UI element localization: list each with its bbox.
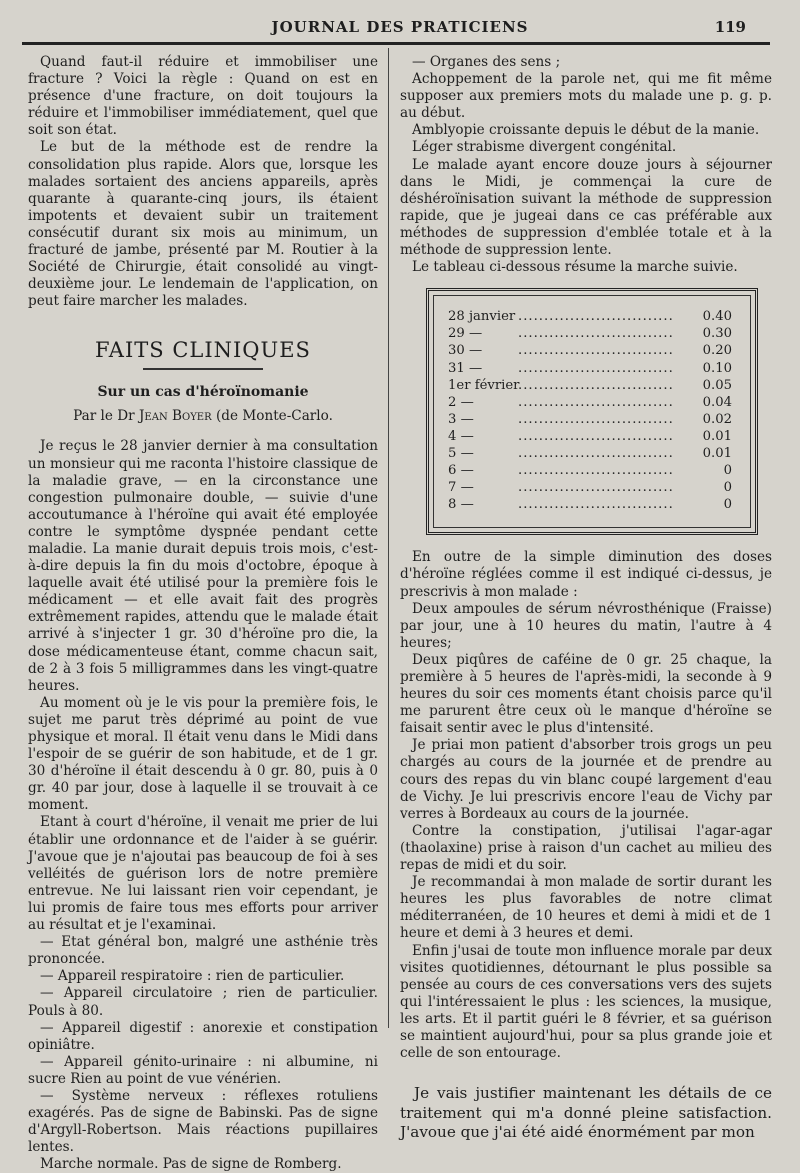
table-date: 28 janvier — [448, 309, 516, 325]
article-title: Sur un cas d'héroïnomanie — [97, 384, 309, 401]
leader-dots: .............................. — [518, 497, 674, 513]
intro-paragraph: Quand faut-il réduire et immobiliser une fracture ? Voici la règle : Quand on est en présence d'une fracture, on doit toujours la réduire et l'immobiliser immédiatement, quel que soit son état. — [28, 54, 378, 139]
page-number: 119 — [714, 18, 746, 36]
table-dose: 0.01 — [702, 445, 732, 461]
body-paragraph: Au moment où je le vis pour la première fois, le sujet me parut très déprimé au point de vue physique et moral. Il était venu dans le Midi dans l'espoir de se guérir de son habitude, et de 1 gr. 30 d'héroïne il était descendu à 0 gr. 80, puis à 0 gr. 40 par jour, dose à laquelle il se trouvait à ce moment. — [28, 694, 378, 814]
table-dose: 0 — [723, 480, 732, 496]
leader-dots: .............................. — [518, 411, 674, 427]
leader-dots: .............................. — [518, 326, 674, 342]
body-paragraph: En outre de la simple diminution des doses d'héroïne réglées comme il est indiqué ci-dessus, je prescrivis à mon malade : — [400, 549, 772, 600]
left-column — [28, 54, 378, 1173]
byline-author: Jean Boyer — [138, 408, 212, 425]
section-title: FAITS CLINIQUES — [95, 338, 311, 363]
body-paragraph: Je priai mon patient d'absorber trois grogs un peu chargés au cours de la journée et de prendre au cours des repas du vin blanc coupé largement d'eau de Vichy. Je lui prescrivis encore l'eau de Vichy par verres à Bordeaux au cours de la journée. — [400, 737, 772, 822]
exam-line: Amblyopie croissante depuis le début de la manie. — [412, 122, 760, 139]
leader-dots: .............................. — [518, 309, 674, 325]
table-row — [448, 325, 732, 342]
table-row — [448, 308, 732, 325]
body-paragraph: Le malade ayant encore douze jours à séjourner dans le Midi, je commençai la cure de déshéroïnisation suivant la méthode de suppression rapide, que je jugeai dans ce cas préférable aux méthodes de suppression d'emblée totale et à la méthode de suppression lente. — [400, 156, 772, 259]
leader-dots: .............................. — [518, 343, 674, 359]
table-date: 4 — — [448, 428, 474, 444]
table-row — [448, 462, 732, 479]
table-date: 6 — — [448, 463, 474, 479]
exam-line: Marche normale. Pas de signe de Romberg. — [40, 1156, 342, 1173]
body-paragraph: Etant à court d'héroïne, il venait me prier de lui établir une ordonnance et de l'aider à se guérir. J'avoue que je n'ajoutai pas beaucoup de foi à ses velléités de guérison lors de notre première entrevue. Ne lui laissant rien voir cependant, je lui promis de faire tous mes efforts pour arriver au résultat et je l'examinai. — [28, 814, 378, 934]
section-rule — [143, 368, 263, 370]
table-row — [448, 360, 732, 377]
table-row — [448, 496, 732, 513]
dosage-table — [426, 288, 758, 535]
table-dose: 0.40 — [702, 309, 732, 325]
table-dose: 0.30 — [702, 326, 732, 342]
table-dose: 0 — [723, 497, 732, 513]
leader-dots: .............................. — [518, 360, 674, 376]
leader-dots: .............................. — [518, 428, 674, 444]
table-row — [448, 394, 732, 411]
exam-line: — Appareil circulatoire ; rien de particulier. Pouls à 80. — [28, 985, 378, 1019]
table-dose: 0.01 — [702, 428, 732, 444]
exam-line: — Système nerveux : réflexes rotuliens exagérés. Pas de signe de Babinski. Pas de signe d'Argyll-Robertson. Mais réactions pupillaires lentes. — [28, 1087, 378, 1156]
exam-line: Achoppement de la parole net, qui me fit même supposer aux premiers mots du malade une p. g. p. au début. — [400, 71, 772, 122]
body-paragraph: Deux ampoules de sérum névrosthénique (Fraisse) par jour, une à 10 heures du matin, l'autre à 4 heures; — [400, 600, 772, 651]
byline-prefix: Par le Dr — [73, 408, 135, 425]
column-divider — [388, 48, 389, 1028]
byline-suffix: (de Monte-Carlo. — [215, 408, 333, 425]
table-row — [448, 445, 732, 462]
byline — [28, 408, 378, 424]
table-dose: 0.20 — [702, 343, 732, 359]
dosage-table-body — [433, 295, 751, 528]
body-paragraph: Deux piqûres de caféine de 0 gr. 25 chaque, la première à 5 heures de l'après-midi, la seconde à 9 heures du soir ces moments étant choisis parce qu'il me parurent être ceux où le manque d'héroïne se faisait sentir avec le plus d'intensité. — [400, 651, 772, 737]
table-dose: 0 — [723, 463, 732, 479]
table-date: 2 — — [448, 394, 474, 410]
body-paragraph: Contre la constipation, j'utilisai l'agar-agar (thaolaxine) prise à raison d'un cachet au milieu des repas de midi et du soir. — [400, 822, 772, 874]
table-row — [448, 411, 732, 428]
journal-title: JOURNAL DES PRATICIENS — [271, 18, 529, 36]
header-rule — [22, 42, 770, 45]
leader-dots: .............................. — [518, 445, 674, 461]
table-date: 8 — — [448, 497, 474, 513]
table-row — [448, 479, 732, 496]
leader-dots: .............................. — [518, 377, 674, 393]
table-date: 1er février — [448, 377, 520, 393]
body-paragraph: Je recommandai à mon malade de sortir durant les heures les plus favorables de notre climat méditerranéen, de 10 heures et demi à midi et de 1 heure et demi à 3 heures et demi. — [400, 874, 772, 942]
table-dose: 0.10 — [702, 360, 732, 376]
table-dose: 0.02 — [702, 411, 732, 427]
table-date: 29 — — [448, 326, 483, 342]
intro-paragraph: Le but de la méthode est de rendre la consolidation plus rapide. Alors que, lorsque les malades sortaient des anciens appareils, après quarante à quarante-cinq jours, ils étaient impotents et devaient subir un traitement consécutif durant six mois au minimum, un fracturé de jambe, présenté par M. Routier à la Société de Chirurgie, était consolidé au vingt-deuxième jour. Le lendemain de l'application, on peut faire marcher les malades. — [28, 139, 378, 310]
table-row — [448, 342, 732, 359]
table-date: 30 — — [448, 343, 483, 359]
table-date: 31 — — [448, 360, 483, 376]
exam-line: — Appareil respiratoire : rien de particulier. — [40, 968, 345, 985]
table-date: 3 — — [448, 411, 474, 427]
table-row — [448, 428, 732, 445]
table-dose: 0.05 — [702, 377, 732, 393]
table-dose: 0.04 — [702, 394, 732, 410]
body-paragraph: Je reçus le 28 janvier dernier à ma consultation un monsieur qui me raconta l'histoire classique de la maladie grave, — en la circonstance une congestion pulmonaire double, — suivie d'une accoutumance à l'héroïne qui avait été employée contre le symptôme dyspnée pendant cette maladie. La manie durait depuis trois mois, c'est-à-dire depuis la fin du mois d'octobre, époque à laquelle avait été utilisé pour la première fois le médicament — et elle avait fait des progrès extrêmement rapides, attendu que le malade était arrivé à s'injecter 1 gr. 30 d'héroïne pro die, la dose médicamenteuse étant, comme chacun sait, de 2 à 3 fois 5 milligrammes dans les vingt-quatre heures. — [28, 438, 378, 694]
body-paragraph: Enfin j'usai de toute mon influence morale par deux visites quotidiennes, détournant le plus possible sa pensée au cours de ces conversations vers des sujets qui l'intéressaient le plus : les sciences, la musique, les arts. Et il partit guéri le 8 février, et sa guérison se maintient aujourd'hui, pour sa plus grande joie et celle de son entourage. — [400, 942, 772, 1062]
leader-dots: .............................. — [518, 463, 674, 479]
exam-line: Léger strabisme divergent congénital. — [412, 139, 677, 156]
closing-paragraph: Je vais justifier maintenant les détails de ce traitement qui m'a donné pleine satisfaction. J'avoue que j'ai été aidé énormément par mon — [400, 1084, 772, 1142]
table-row — [448, 377, 732, 394]
table-date: 5 — — [448, 445, 474, 461]
exam-line: — Appareil digestif : anorexie et constipation opiniâtre. — [28, 1019, 378, 1053]
right-column — [400, 54, 772, 1143]
leader-dots: .............................. — [518, 394, 674, 410]
body-paragraph: Le tableau ci-dessous résume la marche suivie. — [412, 259, 738, 276]
exam-line: — Organes des sens ; — [412, 54, 561, 70]
table-date: 7 — — [448, 480, 474, 496]
exam-line: — Etat général bon, malgré une asthénie très prononcée. — [28, 934, 378, 968]
leader-dots: .............................. — [518, 480, 674, 496]
exam-line: — Appareil génito-urinaire : ni albumine, ni sucre Rien au point de vue vénérien. — [28, 1053, 378, 1087]
